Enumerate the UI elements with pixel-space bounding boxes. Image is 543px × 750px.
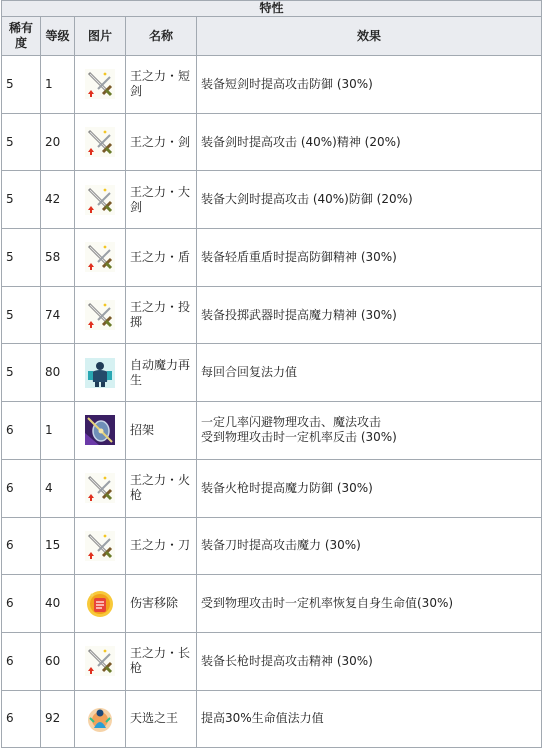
parry-shield-icon[interactable] [85, 415, 115, 445]
cell-name[interactable]: 王之力・剑 [126, 113, 197, 171]
table-row [2, 113, 542, 171]
column-header-image: 图片 [75, 17, 126, 56]
cell-rarity: 6 [2, 402, 41, 460]
table-row [2, 286, 542, 344]
table-row [2, 229, 542, 287]
cell-name[interactable]: 伤害移除 [126, 575, 197, 633]
cell-level: 1 [41, 56, 75, 114]
cell-name[interactable]: 自动魔力再生 [126, 344, 197, 402]
cell-image [75, 402, 126, 460]
column-header-level: 等级 [41, 17, 75, 56]
table-row [2, 575, 542, 633]
cell-level: 74 [41, 286, 75, 344]
cell-level: 1 [41, 402, 75, 460]
column-header-effect: 效果 [197, 17, 542, 56]
cell-image [75, 575, 126, 633]
cell-effect: 装备投掷武器时提高魔力精神 (30%) [197, 286, 542, 344]
cell-image [75, 56, 126, 114]
table-row [2, 56, 542, 114]
cell-level: 92 [41, 690, 75, 748]
table-title: 特性 [2, 1, 542, 17]
table-row [2, 517, 542, 575]
cell-level: 20 [41, 113, 75, 171]
cell-rarity: 6 [2, 690, 41, 748]
cell-effect: 装备刀时提高攻击魔力 (30%) [197, 517, 542, 575]
cell-rarity: 6 [2, 575, 41, 633]
table-row [2, 632, 542, 690]
cell-image [75, 344, 126, 402]
table-row [2, 459, 542, 517]
cell-level: 4 [41, 459, 75, 517]
table-title-row [2, 1, 542, 17]
table-row [2, 402, 542, 460]
cell-level: 60 [41, 632, 75, 690]
cell-name[interactable]: 王之力・长枪 [126, 632, 197, 690]
table-header-row [2, 17, 542, 56]
sword-icon[interactable] [85, 127, 115, 157]
traits-table [1, 0, 542, 748]
sword-icon[interactable] [85, 646, 115, 676]
sword-icon[interactable] [85, 69, 115, 99]
cell-level: 40 [41, 575, 75, 633]
chosen-king-icon[interactable] [85, 704, 115, 734]
cell-level: 15 [41, 517, 75, 575]
cell-name[interactable]: 王之力・刀 [126, 517, 197, 575]
cell-effect: 装备轻盾重盾时提高防御精神 (30%) [197, 229, 542, 287]
table-row [2, 344, 542, 402]
cell-image [75, 113, 126, 171]
cell-effect: 装备火枪时提高魔力防御 (30%) [197, 459, 542, 517]
cell-image [75, 229, 126, 287]
table-row [2, 690, 542, 748]
column-header-name: 名称 [126, 17, 197, 56]
cell-effect: 装备大剑时提高攻击 (40%)防御 (20%) [197, 171, 542, 229]
table-body [2, 56, 542, 748]
cell-rarity: 5 [2, 171, 41, 229]
damage-removal-icon[interactable] [85, 589, 115, 619]
cell-rarity: 5 [2, 229, 41, 287]
sword-icon[interactable] [85, 300, 115, 330]
cell-rarity: 5 [2, 56, 41, 114]
cell-rarity: 6 [2, 517, 41, 575]
cell-effect: 装备剑时提高攻击 (40%)精神 (20%) [197, 113, 542, 171]
cell-name[interactable]: 王之力・短剑 [126, 56, 197, 114]
cell-name[interactable]: 招架 [126, 402, 197, 460]
cell-image [75, 632, 126, 690]
cell-level: 80 [41, 344, 75, 402]
cell-image [75, 171, 126, 229]
cell-rarity: 6 [2, 459, 41, 517]
cell-name[interactable]: 王之力・火枪 [126, 459, 197, 517]
sword-icon[interactable] [85, 185, 115, 215]
cell-effect: 一定几率闪避物理攻击、魔法攻击 受到物理攻击时一定机率反击 (30%) [197, 402, 542, 460]
cell-image [75, 690, 126, 748]
sword-icon[interactable] [85, 473, 115, 503]
cell-rarity: 5 [2, 344, 41, 402]
cell-effect: 提高30%生命值法力值 [197, 690, 542, 748]
cell-rarity: 6 [2, 632, 41, 690]
mana-regen-icon[interactable] [85, 358, 115, 388]
cell-effect: 受到物理攻击时一定机率恢复自身生命值(30%) [197, 575, 542, 633]
cell-level: 58 [41, 229, 75, 287]
table-row [2, 171, 542, 229]
cell-effect: 装备短剑时提高攻击防御 (30%) [197, 56, 542, 114]
column-header-rarity: 稀有度 [2, 17, 41, 56]
cell-image [75, 286, 126, 344]
cell-name[interactable]: 王之力・盾 [126, 229, 197, 287]
cell-image [75, 517, 126, 575]
cell-rarity: 5 [2, 113, 41, 171]
cell-name[interactable]: 天选之王 [126, 690, 197, 748]
cell-name[interactable]: 王之力・投掷 [126, 286, 197, 344]
cell-effect: 装备长枪时提高攻击精神 (30%) [197, 632, 542, 690]
cell-image [75, 459, 126, 517]
cell-effect: 每回合回复法力值 [197, 344, 542, 402]
sword-icon[interactable] [85, 242, 115, 272]
cell-level: 42 [41, 171, 75, 229]
cell-name[interactable]: 王之力・大剑 [126, 171, 197, 229]
sword-icon[interactable] [85, 531, 115, 561]
cell-rarity: 5 [2, 286, 41, 344]
